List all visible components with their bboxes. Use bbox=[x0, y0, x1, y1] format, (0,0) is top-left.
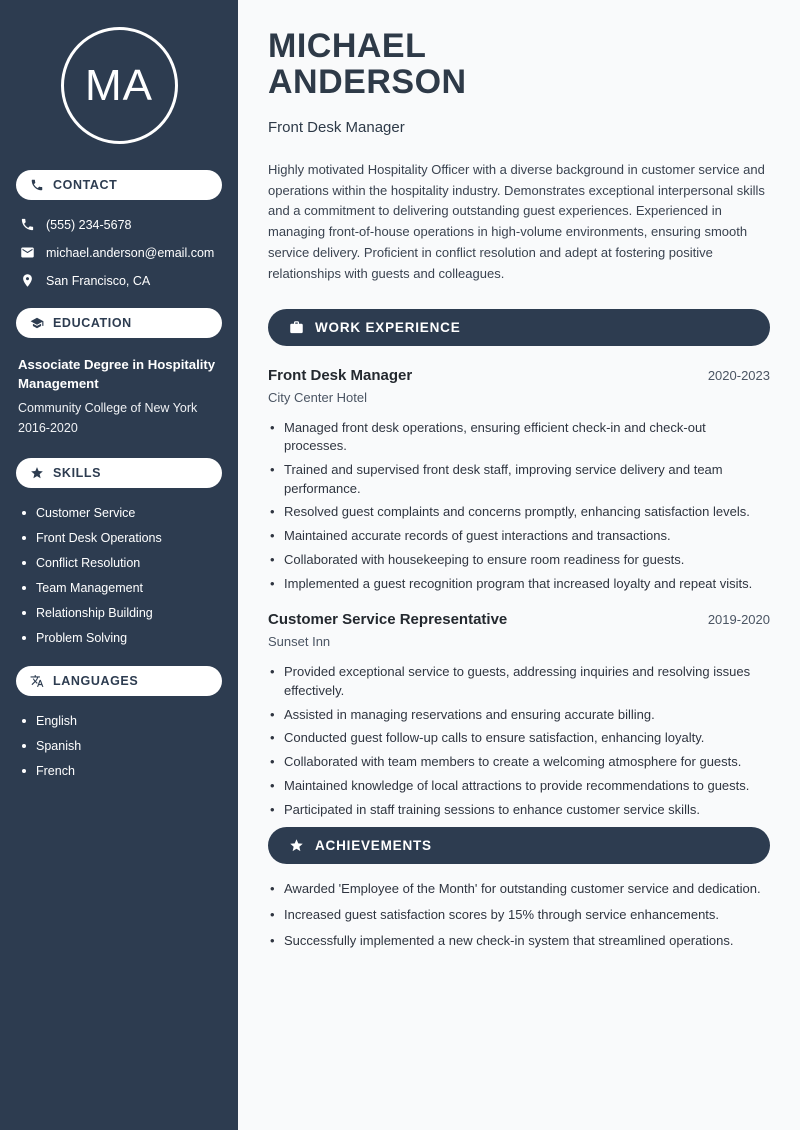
star-icon bbox=[289, 838, 304, 853]
contact-location bbox=[20, 273, 222, 288]
job-entry-company: City Center Hotel bbox=[268, 389, 367, 405]
job-bullet: • Conducted guest follow-up calls to ensure satisfaction, enhancing loyalty. bbox=[268, 729, 770, 748]
location-value: San Francisco, CA bbox=[46, 273, 151, 288]
education-section-header bbox=[16, 308, 222, 338]
name-line-1: MICHAEL bbox=[268, 27, 427, 65]
job-entry-company: Sunset Inn bbox=[268, 634, 331, 650]
graduation-cap-icon bbox=[30, 316, 44, 330]
achievement-bullet: • Successfully implemented a new check-in system that streamlined operations. bbox=[268, 932, 770, 951]
skill-item: Team Management bbox=[22, 580, 222, 596]
contact-header-label: CONTACT bbox=[53, 178, 118, 192]
education-dates: 2016-2020 bbox=[18, 420, 78, 435]
main-content bbox=[238, 0, 800, 1130]
skills-list bbox=[22, 505, 222, 646]
avatar-container bbox=[16, 27, 222, 144]
education-section bbox=[16, 308, 222, 438]
job-header bbox=[268, 367, 770, 384]
translate-icon bbox=[30, 674, 44, 688]
skill-item: Problem Solving bbox=[22, 630, 222, 646]
job-bullet: • Participated in staff training sessions to enhance customer service skills. bbox=[268, 801, 770, 820]
phone-icon bbox=[20, 217, 35, 232]
job-entry bbox=[268, 367, 770, 594]
languages-section-header bbox=[16, 666, 222, 696]
page-title bbox=[268, 28, 770, 101]
job-title: Front Desk Manager bbox=[268, 118, 405, 136]
job-bullet-list bbox=[268, 663, 770, 819]
education-degree: Associate Degree in Hospitality Management bbox=[18, 357, 216, 392]
skills-section bbox=[16, 458, 222, 646]
education-header-label: EDUCATION bbox=[53, 316, 132, 330]
job-entry-title: Front Desk Manager bbox=[268, 366, 413, 384]
skills-header-label: SKILLS bbox=[53, 466, 102, 481]
phone-value: (555) 234-5678 bbox=[46, 217, 132, 232]
achievement-bullet: • Awarded 'Employee of the Month' for outstanding customer service and dedication. bbox=[268, 880, 770, 899]
skill-item: Relationship Building bbox=[22, 605, 222, 621]
language-item: Spanish bbox=[22, 738, 222, 754]
languages-header-label: LANGUAGES bbox=[53, 674, 139, 689]
briefcase-icon bbox=[289, 320, 304, 335]
email-icon bbox=[20, 245, 35, 260]
language-item: French bbox=[22, 763, 222, 779]
skills-section-header bbox=[16, 458, 222, 488]
sidebar bbox=[0, 0, 238, 1130]
location-pin-icon bbox=[20, 273, 35, 288]
job-bullet: • Provided exceptional service to guests, addressing inquiries and resolving issues effectively. bbox=[268, 663, 770, 700]
job-bullet: • Maintained accurate records of guest interactions and transactions. bbox=[268, 527, 770, 546]
phone-icon bbox=[30, 178, 44, 192]
job-bullet: • Collaborated with team members to create a welcoming atmosphere for guests. bbox=[268, 753, 770, 772]
languages-list bbox=[22, 713, 222, 779]
contact-email bbox=[20, 245, 222, 260]
language-item: English bbox=[22, 713, 222, 729]
star-icon bbox=[30, 466, 44, 480]
skill-item: Customer Service bbox=[22, 505, 222, 521]
job-bullet: • Maintained knowledge of local attractions to provide recommendations to guests. bbox=[268, 777, 770, 796]
achievements-header-label: ACHIEVEMENTS bbox=[315, 838, 432, 854]
job-bullet: • Resolved guest complaints and concerns promptly, enhancing satisfaction levels. bbox=[268, 503, 770, 522]
job-bullet-list bbox=[268, 419, 770, 594]
job-bullet: • Trained and supervised front desk staff, improving service delivery and team performance. bbox=[268, 461, 770, 498]
skill-item: Front Desk Operations bbox=[22, 530, 222, 546]
professional-summary: Highly motivated Hospitality Officer with a diverse background in customer service and operations within the hospitality industry. Demonstrates exceptional interpersonal skills and a commitment to delivering outstanding guest experiences. Experienced in managing front-of-house operations in high-volume environments, ensuring smooth service delivery. Proficient in conflict resolution and adept at fostering positive relationships with guests and colleagues. bbox=[268, 161, 765, 281]
skill-item: Conflict Resolution bbox=[22, 555, 222, 571]
job-entry-dates: 2020-2023 bbox=[707, 367, 770, 383]
job-entry bbox=[268, 611, 770, 819]
job-bullet: • Collaborated with housekeeping to ensure room readiness for guests. bbox=[268, 551, 770, 570]
languages-section bbox=[16, 666, 222, 779]
contact-section bbox=[16, 170, 222, 288]
achievements-list bbox=[268, 880, 770, 950]
education-school: Community College of New York bbox=[18, 401, 198, 416]
job-entry-title: Customer Service Representative bbox=[268, 611, 508, 629]
achievements-section-header bbox=[268, 827, 770, 864]
email-value: michael.anderson@email.com bbox=[46, 245, 215, 260]
avatar: MA bbox=[61, 27, 178, 144]
work-experience-header-label: WORK EXPERIENCE bbox=[315, 319, 461, 335]
job-bullet: • Assisted in managing reservations and ensuring accurate billing. bbox=[268, 706, 770, 725]
job-bullet: • Managed front desk operations, ensuring efficient check-in and check-out processes. bbox=[268, 419, 770, 456]
contact-phone bbox=[20, 217, 222, 232]
work-experience-section-header bbox=[268, 309, 770, 346]
job-header bbox=[268, 611, 770, 628]
achievement-bullet: • Increased guest satisfaction scores by 15% through service enhancements. bbox=[268, 906, 770, 925]
job-bullet: • Implemented a guest recognition program that increased loyalty and repeat visits. bbox=[268, 575, 770, 594]
job-entry-dates: 2019-2020 bbox=[707, 612, 770, 628]
contact-section-header bbox=[16, 170, 222, 200]
name-line-2: ANDERSON bbox=[268, 63, 467, 102]
